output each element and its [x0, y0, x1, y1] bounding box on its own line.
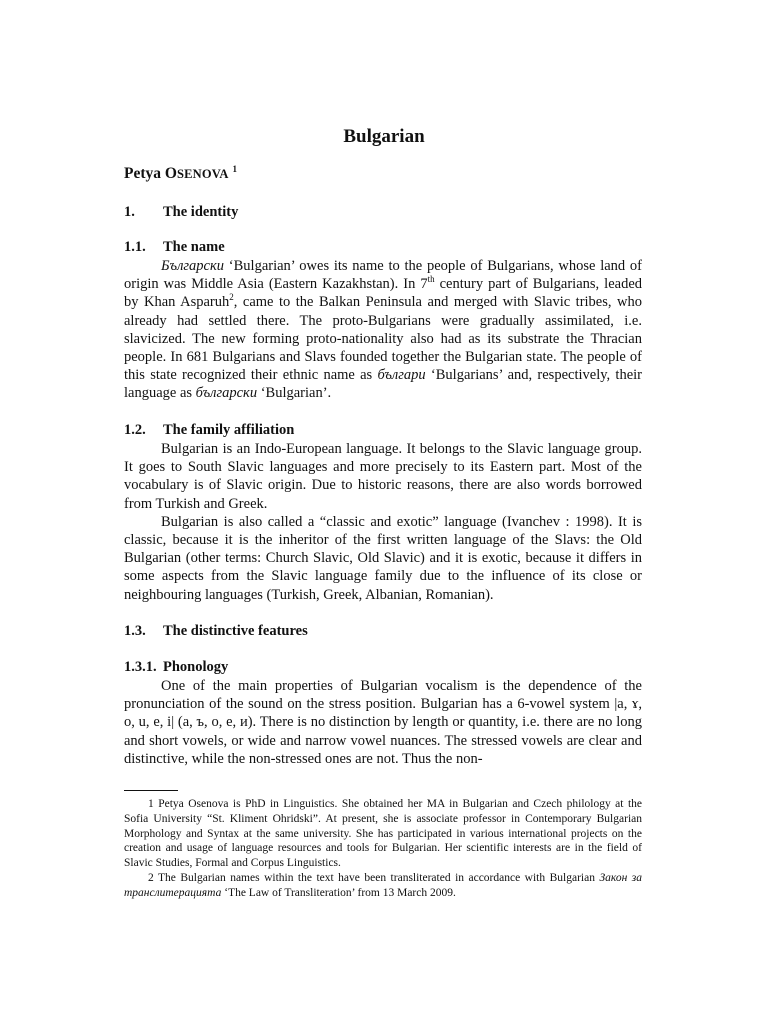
- paragraph: Bulgarian is an Indo-European language. It belongs to the Slavic language group. It goes to South Slavic languages and more precisely to its Eastern part. Most of the vocabulary is of Slavic origin. Due to historic reasons, there are also words borrowed from Turkish and Greek.: [124, 441, 642, 512]
- footnote-separator: [124, 790, 178, 791]
- footnote-ref: 2: [229, 292, 234, 303]
- section-1-3-1-body: [124, 677, 642, 768]
- paragraph: One of the main properties of Bulgarian vocalism is the dependence of the pronunciation of the sound on the stress position. Bulgarian has a 6-vowel system |a, ɤ, o, u, e, i| (а, ъ, о, е, и). There is no distinction by length or quantity, i.e. there are no long and short vowels, or wide and narrow vowel nuances. The stressed vowels are clear and distinctive, while the non-stressed ones are not. Thus the non-: [124, 678, 642, 767]
- author-last-name: OSENOVA: [164, 165, 229, 182]
- section-1-1-body: [124, 257, 642, 403]
- section-heading-1: 1. The identity: [124, 204, 239, 220]
- paragraph: Bulgarian is also called a “classic and exotic” language (Ivanchev : 1998). It is classic, because it is the inheritor of the first written language of the Slavs: the Old Bulgarian (other terms: Church Slavic, Old Slavic) and it is exotic, because it differs in some aspects from the Slavic language family due to the influence of its close or neighbouring languages (Turkish, Greek, Albanian, Romanian).: [124, 513, 642, 603]
- document-title: Bulgarian: [343, 126, 425, 147]
- section-heading-1-3: 1.3. The distinctive features: [124, 623, 308, 639]
- section-heading-1-2: 1.2. The family affiliation: [124, 422, 295, 438]
- footnote-2: 2 The Bulgarian names within the text have been transliterated in accordance with Bulgarian Закон за транслитерацията ‘The Law of Transliteration’ from 13 March 2009.: [124, 871, 642, 899]
- author-line: [124, 165, 237, 183]
- section-1-2-body: [124, 440, 642, 604]
- footnote-1: 1 Petya Osenova is PhD in Linguistics. She obtained her MA in Bulgarian and Czech philology at the Sofia University “St. Kliment Ohridski”. At present, she is associate professor in Contemporary Bulgarian Morphology and Syntax at the same university. She has participated in various international projects on the creation and usage of language resources and tools for Bulgarian. Her scientific interests are in the field of Slavic Studies, Formal and Corpus Linguistics.: [124, 798, 642, 870]
- footnotes: [124, 797, 642, 901]
- section-heading-1-3-1: 1.3.1. Phonology: [124, 659, 229, 675]
- author-first-name: Petya: [124, 165, 162, 182]
- author-footnote-mark: 1: [232, 163, 238, 174]
- paragraph: Български ‘Bulgarian’ owes its name to the people of Bulgarians, whose land of origin was Middle Asia (Eastern Kazakhstan). In 7th century part of Bulgarians, leaded by Khan Asparuh$^2$, came to the Balkan Peninsula and merged with Slavic tribes, who already had settled there. The proto-Bulgarians were gradually assimilated, i.e. slavicized. The new forming proto-nationality also had as its substrate the Thracian people. In 681 Bulgarians and Slavs founded together the Bulgarian state. The people of this state recognized their ethnic name as българи ‘Bulgarians’ and, respectively, their language as български ‘Bulgarian’.: [124, 258, 642, 402]
- section-heading-1-1: 1.1. The name: [124, 239, 225, 255]
